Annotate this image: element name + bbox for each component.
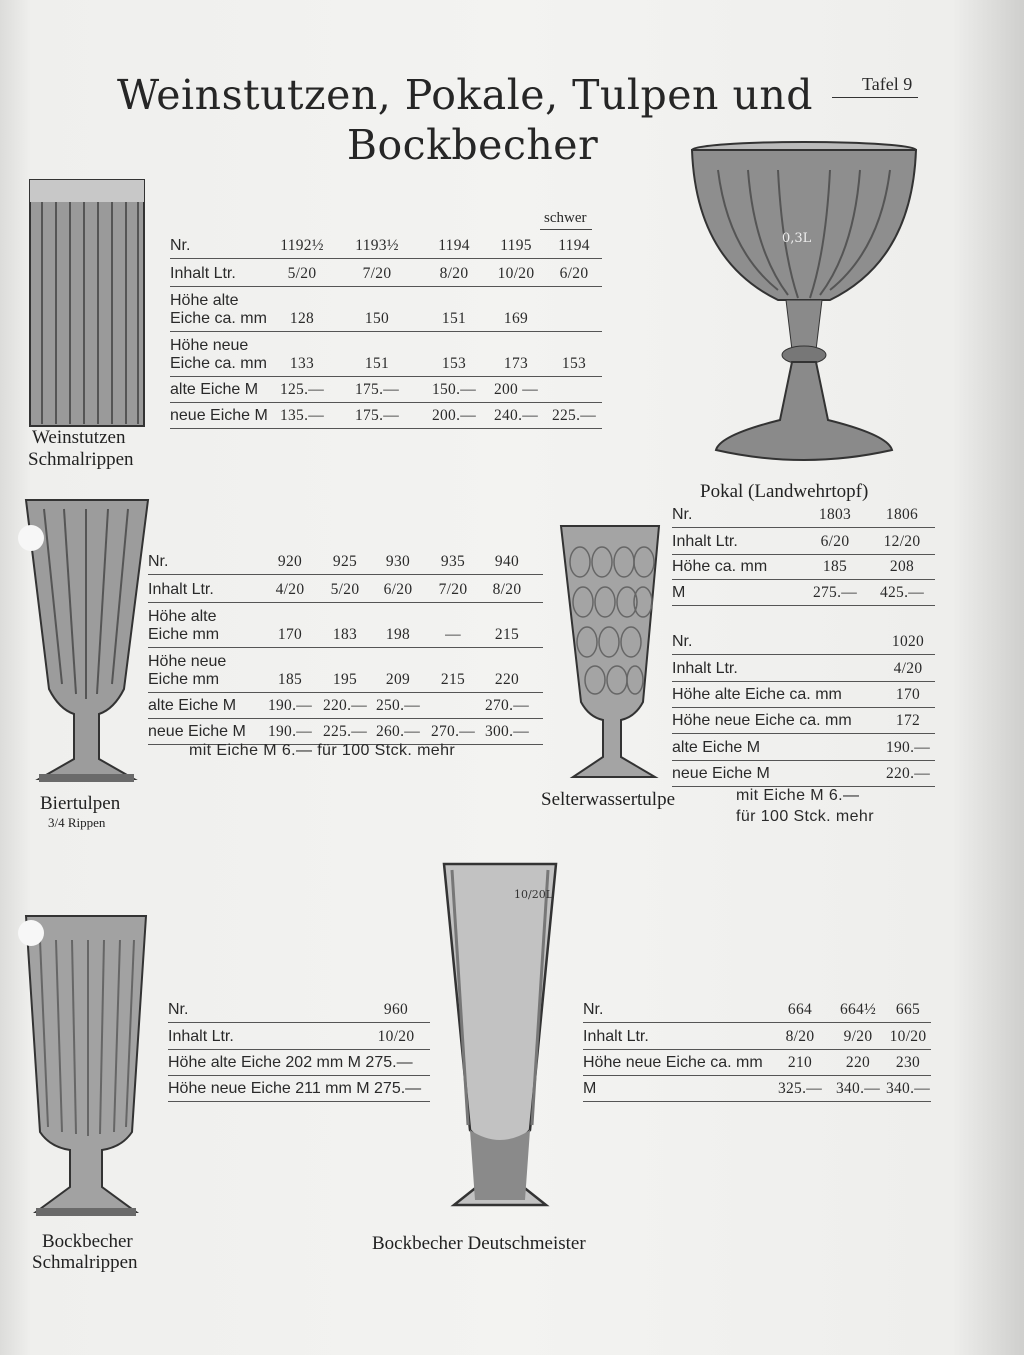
caption-deutschmeister: Bockbecher Deutschmeister: [372, 1233, 586, 1254]
bockbecher-glass-illustration: [22, 912, 150, 1230]
pokal-glass-illustration: [688, 140, 920, 476]
table-cell: 190.—: [885, 739, 931, 756]
table-cell: 270.—: [484, 697, 530, 714]
row-label: Nr.: [168, 1001, 189, 1018]
caption-weinstutzen: Weinstutzen: [32, 427, 126, 448]
row-label: Höhe neue Eiche 211 mm M 275.—: [168, 1080, 422, 1097]
table-cell: 4/20: [275, 581, 305, 598]
table-row: [672, 708, 935, 734]
row-label: alte Eiche M: [170, 381, 259, 398]
table-cell: 209: [385, 671, 411, 688]
table-cell: 200.—: [431, 407, 477, 424]
row-label: Nr.: [583, 1001, 604, 1018]
table-cell: 133: [289, 355, 315, 372]
row-label: Höhe alte Eiche ca. mm: [672, 686, 842, 703]
table-cell: 153: [441, 355, 467, 372]
table-row: [583, 999, 931, 1023]
table-row: [168, 1050, 430, 1076]
row-label: alte Eiche M: [672, 739, 761, 756]
table-cell: 172: [895, 712, 921, 729]
table-cell: 150.—: [431, 381, 477, 398]
deutschmeister-glass-illustration: [440, 860, 560, 1230]
table-cell: 135.—: [279, 407, 325, 424]
table-cell: 173: [503, 355, 529, 372]
table-cell: 190.—: [267, 697, 313, 714]
table-row: [170, 377, 602, 403]
table-cell: 12/20: [883, 533, 921, 550]
row-label: neue Eiche M: [672, 765, 770, 782]
table-cell: 10/20: [497, 265, 535, 282]
table-row: [148, 550, 543, 575]
table-cell: 215: [440, 671, 466, 688]
table-cell: 185: [822, 558, 848, 575]
table-cell: 425.—: [879, 584, 925, 601]
table-cell: 10/20: [377, 1028, 415, 1045]
table-cell: 4/20: [893, 660, 923, 677]
table-row: [170, 259, 602, 287]
row-label: Inhalt Ltr.: [672, 660, 738, 677]
row-label: Höhe neue Eiche ca. mm: [170, 337, 267, 372]
table-row: [148, 575, 543, 603]
table-cell: 170: [895, 686, 921, 703]
row-label: Höhe neue Eiche ca. mm: [672, 712, 852, 729]
row-label: Höhe alte Eiche mm: [148, 608, 220, 643]
title-line-2: Bockbecher: [346, 121, 599, 169]
table-cell: 200 —: [493, 381, 539, 398]
table-row: [672, 580, 935, 606]
punch-hole: [18, 920, 44, 946]
table-row: [148, 693, 543, 719]
caption-bockbecher: Bockbecher: [42, 1231, 133, 1252]
table-cell: 925: [332, 553, 358, 570]
punch-hole: [18, 525, 44, 551]
pokal-price-table: [672, 503, 935, 606]
table-cell: 275.—: [812, 584, 858, 601]
row-label: Inhalt Ltr.: [148, 581, 214, 598]
row-label: Höhe neue Eiche ca. mm: [583, 1054, 763, 1071]
table-cell: 1193½: [355, 237, 399, 254]
table-row: [168, 999, 430, 1023]
table-row: [672, 503, 935, 528]
table-cell: 300.—: [484, 723, 530, 740]
row-label: Höhe alte Eiche 202 mm M 275.—: [168, 1054, 413, 1071]
table-row: [168, 1023, 430, 1050]
row-label: alte Eiche M: [148, 697, 237, 714]
table-cell: 220: [494, 671, 520, 688]
table-cell: 5/20: [287, 265, 317, 282]
table-cell: 151: [364, 355, 390, 372]
table-cell: 8/20: [439, 265, 469, 282]
table-cell: 340.—: [885, 1080, 931, 1097]
table-cell: 940: [494, 553, 520, 570]
row-label: neue Eiche M: [148, 723, 246, 740]
table-cell: 6/20: [383, 581, 413, 598]
row-label: M: [583, 1080, 597, 1097]
caption-biertulpen: Biertulpen: [40, 793, 121, 814]
table-row: [672, 555, 935, 580]
table-cell: 190.—: [267, 723, 313, 740]
table-row: [170, 287, 602, 332]
table-cell: 340.—: [835, 1080, 881, 1097]
table-row: [672, 655, 935, 682]
table-cell: 1020: [891, 633, 925, 650]
table-row: [672, 528, 935, 555]
table-row: [168, 1076, 430, 1102]
weinstutzen-price-table: [170, 234, 602, 429]
table-row: [672, 761, 935, 787]
table-cell: 7/20: [438, 581, 468, 598]
table-row: [148, 603, 543, 648]
table-cell: 1192½: [280, 237, 324, 254]
table-cell: 5/20: [330, 581, 360, 598]
row-label: Inhalt Ltr.: [170, 265, 236, 282]
table-cell: 9/20: [843, 1028, 873, 1045]
table-cell: 935: [440, 553, 466, 570]
row-label: Nr.: [672, 506, 693, 523]
row-label: Inhalt Ltr.: [583, 1028, 649, 1045]
table-row: [148, 648, 543, 693]
caption-pokal: Pokal (Landwehrtopf): [700, 481, 869, 502]
table-row: [583, 1076, 931, 1102]
table-cell: 128: [289, 310, 315, 327]
table-cell: 6/20: [820, 533, 850, 550]
selterwasser-note-line-1: mit Eiche M 6.—: [736, 787, 860, 804]
table-cell: 1803: [818, 506, 852, 523]
table-cell: 183: [332, 626, 358, 643]
caption-selterwassertulpe: Selterwassertulpe: [541, 789, 676, 810]
table-cell: 7/20: [362, 265, 392, 282]
table-cell: 150: [364, 310, 390, 327]
row-label: Inhalt Ltr.: [672, 533, 738, 550]
pokal-volume-mark: 0,3L: [782, 231, 812, 246]
row-label: neue Eiche M: [170, 407, 268, 424]
biertulpen-price-table: [148, 550, 543, 745]
table-cell: 1194: [438, 237, 470, 254]
selterwassertulpe-glass-illustration: [555, 522, 670, 784]
table-row: [583, 1023, 931, 1050]
table-cell: 960: [383, 1001, 409, 1018]
row-label: Nr.: [170, 237, 191, 254]
caption-bockbecher-sub: Schmalrippen: [32, 1252, 138, 1273]
table-cell: 125.—: [279, 381, 325, 398]
row-label: Nr.: [672, 633, 693, 650]
table-cell: 198: [385, 626, 411, 643]
table-row: [583, 1050, 931, 1076]
table-row: [672, 630, 935, 655]
table-cell: 215: [494, 626, 520, 643]
row-label: M: [672, 584, 686, 601]
row-label: Höhe alte Eiche ca. mm: [170, 292, 267, 327]
table-cell: 920: [277, 553, 303, 570]
table-row: [170, 234, 602, 259]
table-cell: 185: [277, 671, 303, 688]
title-line-1: Weinstutzen, Pokale, Tulpen und: [116, 71, 814, 119]
table-cell: 220.—: [885, 765, 931, 782]
table-cell: 325.—: [777, 1080, 823, 1097]
table-cell: 170: [277, 626, 303, 643]
table-cell: 151: [441, 310, 467, 327]
table-cell: 1194: [558, 237, 590, 254]
table-row: [672, 734, 935, 761]
table-cell: 175.—: [354, 407, 400, 424]
row-label: Höhe neue Eiche mm: [148, 653, 227, 688]
caption-weinstutzen-sub: Schmalrippen: [28, 449, 134, 470]
table-cell: 6/20: [559, 265, 589, 282]
table-cell: 250.—: [375, 697, 421, 714]
table-cell: 930: [385, 553, 411, 570]
table-cell: —: [445, 626, 461, 643]
selterwassertulpe-price-table: [672, 630, 935, 787]
table-cell: 664½: [839, 1001, 877, 1018]
table-cell: 225.—: [551, 407, 597, 424]
deutschmeister-volume-mark: 10/20L: [514, 888, 554, 901]
table-cell: 225.—: [322, 723, 368, 740]
plate-number: Tafel 9: [832, 74, 918, 98]
caption-biertulpen-sub: 3/4 Rippen: [48, 815, 106, 830]
row-label: Inhalt Ltr.: [168, 1028, 234, 1045]
weinstutzen-glass-illustration: [28, 178, 146, 428]
table-cell: 220: [845, 1054, 871, 1071]
table-cell: 664: [787, 1001, 813, 1018]
table-cell: 1806: [885, 506, 919, 523]
table-cell: 169: [503, 310, 529, 327]
table-cell: 260.—: [375, 723, 421, 740]
table-cell: 208: [889, 558, 915, 575]
table-cell: 195: [332, 671, 358, 688]
table-cell: 230: [895, 1054, 921, 1071]
table-cell: 240.—: [493, 407, 539, 424]
table-cell: 220.—: [322, 697, 368, 714]
table-cell: 10/20: [889, 1028, 927, 1045]
biertulpen-note: mit Eiche M 6.— für 100 Stck. mehr: [189, 742, 456, 759]
schwer-note: schwer: [540, 210, 592, 230]
table-cell: 665: [895, 1001, 921, 1018]
table-cell: 8/20: [492, 581, 522, 598]
row-label: Höhe ca. mm: [672, 558, 768, 575]
table-row: [170, 403, 602, 429]
table-cell: 1195: [500, 237, 532, 254]
table-cell: 8/20: [785, 1028, 815, 1045]
table-cell: 210: [787, 1054, 813, 1071]
table-cell: 175.—: [354, 381, 400, 398]
table-cell: 153: [561, 355, 587, 372]
row-label: Nr.: [148, 553, 169, 570]
deutschmeister-price-table: [583, 999, 931, 1102]
bockbecher-price-table: [168, 999, 430, 1102]
table-row: [672, 682, 935, 708]
table-row: [170, 332, 602, 377]
table-cell: 270.—: [430, 723, 476, 740]
selterwasser-note-line-2: für 100 Stck. mehr: [736, 808, 874, 825]
